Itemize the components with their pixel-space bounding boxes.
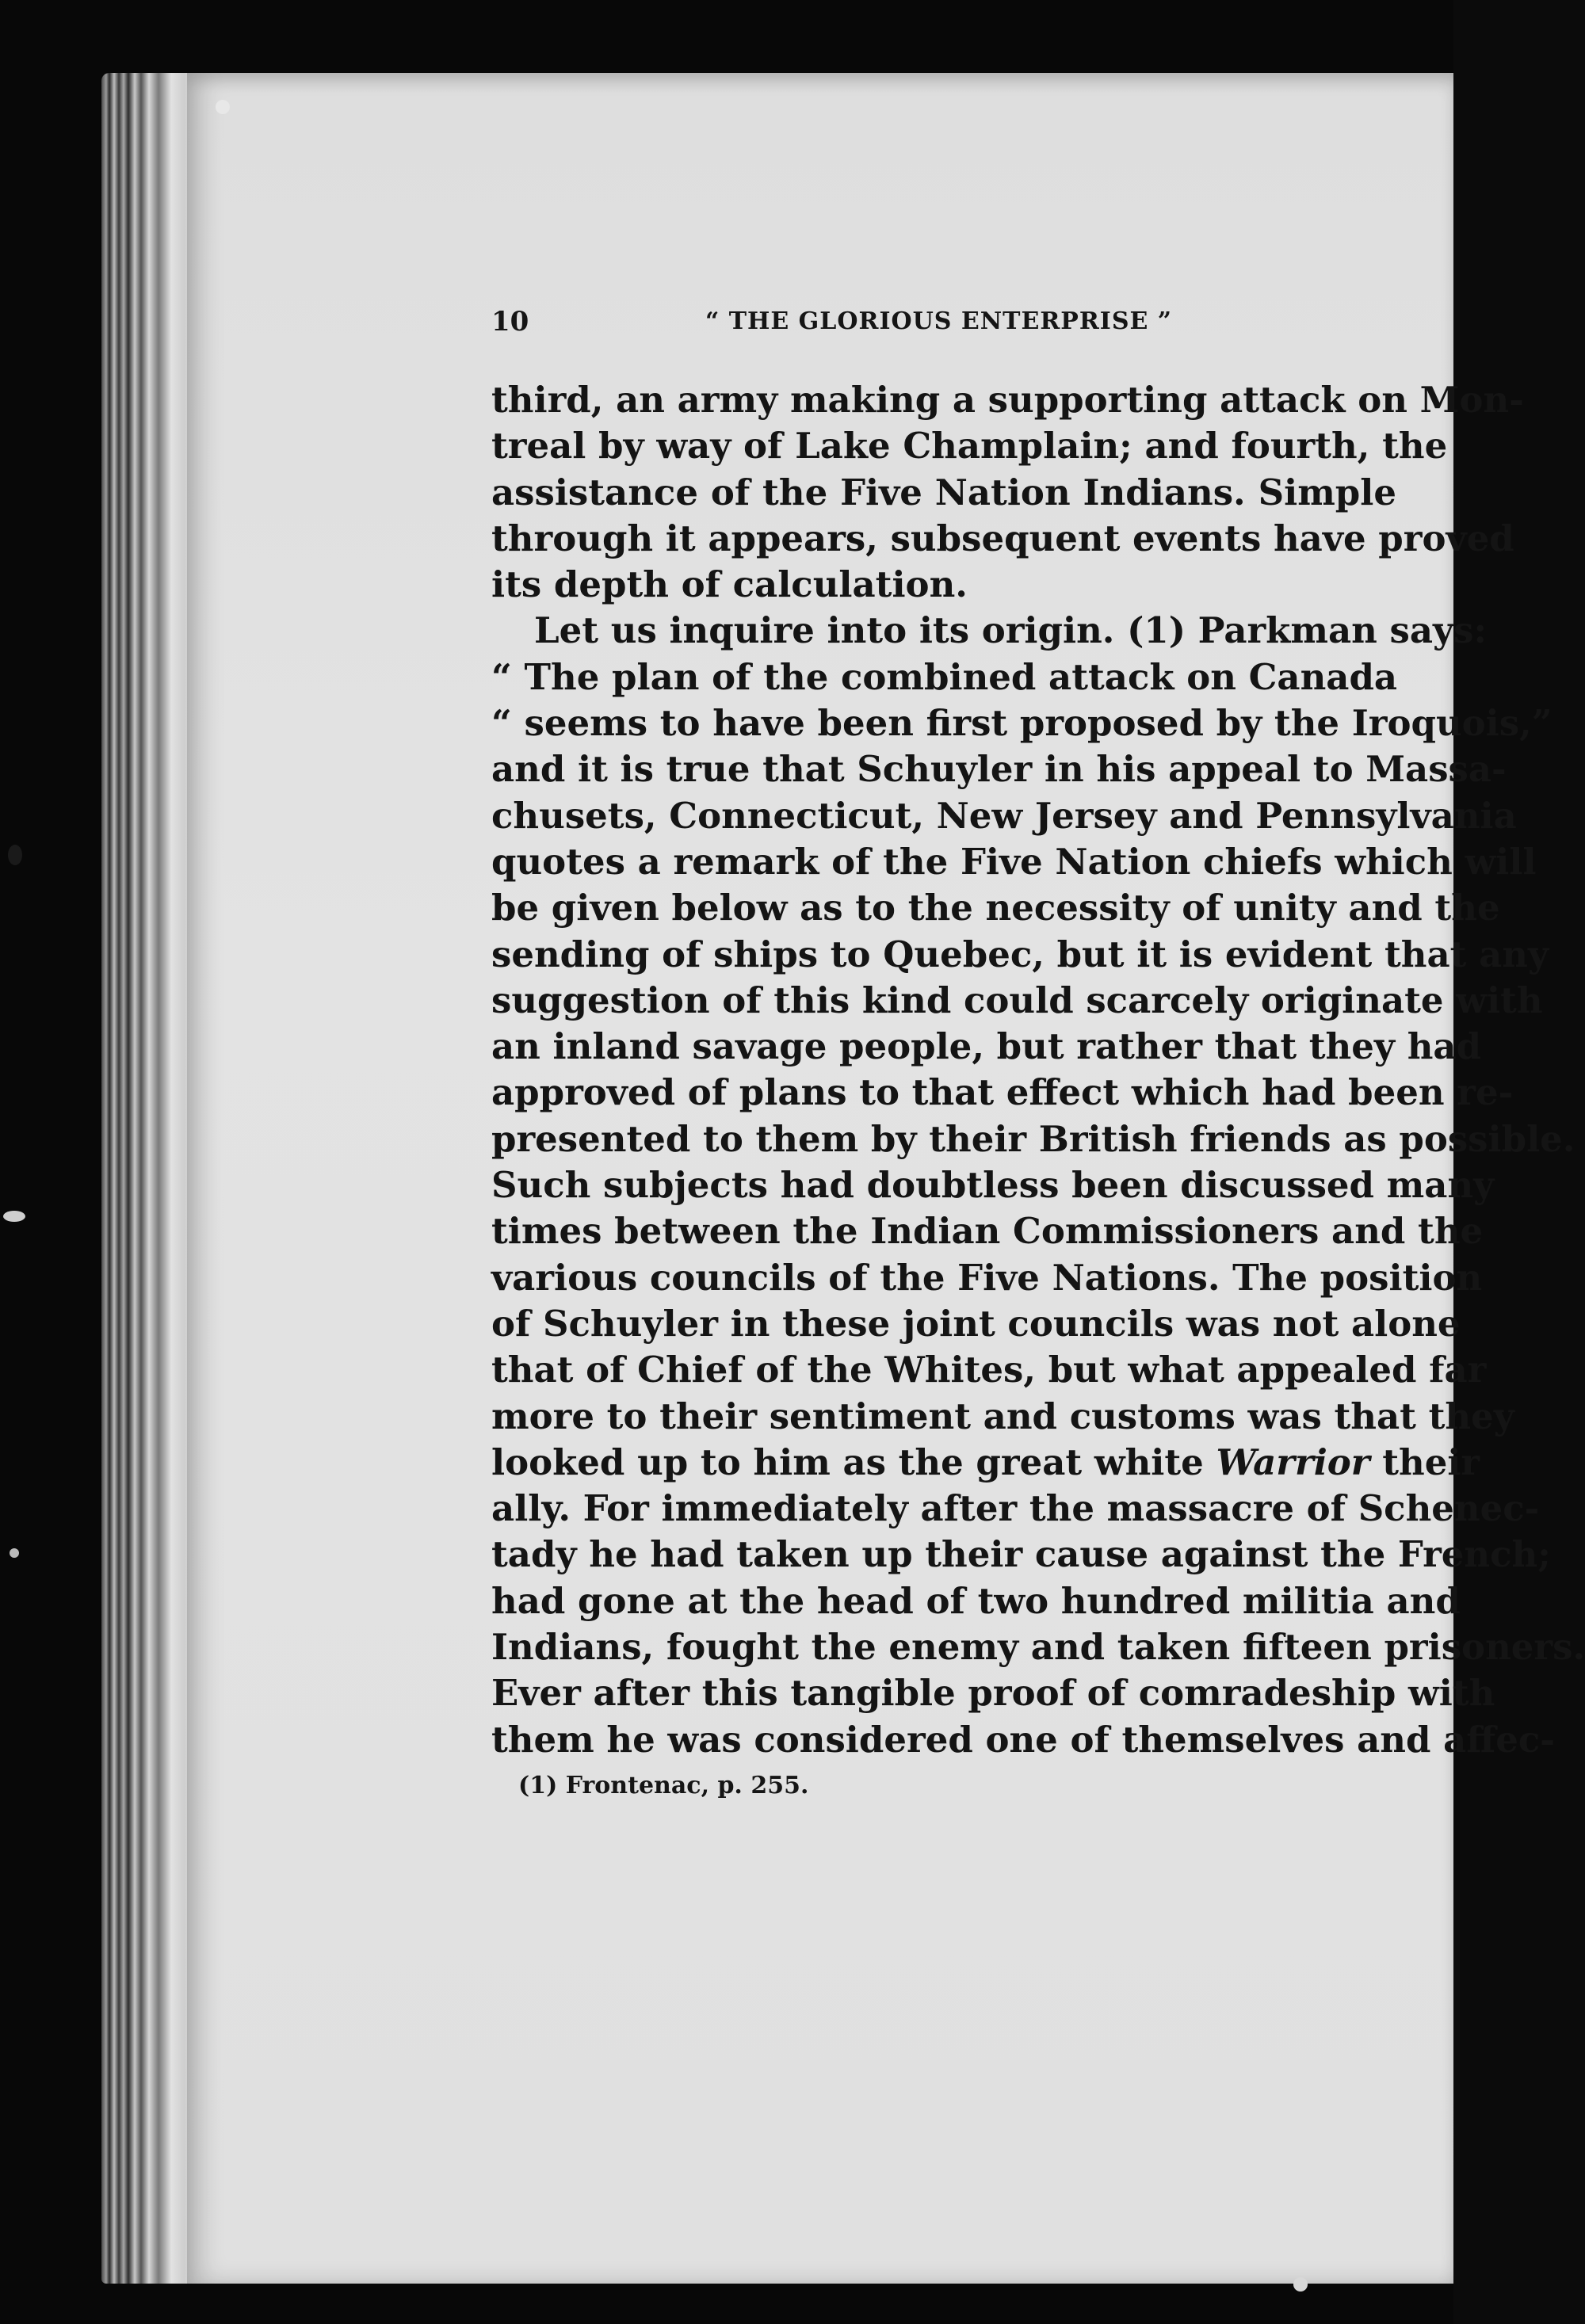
page-number: 10 xyxy=(491,306,529,338)
text-segment: their xyxy=(1382,1441,1480,1483)
text-line: of Schuyler in these joint councils was not alone xyxy=(491,1302,1461,1345)
running-head xyxy=(491,306,1395,345)
emphasis-text: Warrior xyxy=(1216,1441,1370,1483)
text-line: assistance of the Five Nation Indians. Simple xyxy=(491,471,1396,513)
text-line: through it appears, subsequent events have proved xyxy=(491,517,1514,559)
text-line: third, an army making a supporting attack on Mon- xyxy=(491,379,1524,421)
text-line: be given below as to the necessity of unity and the xyxy=(491,887,1500,929)
scan-speck xyxy=(1293,2277,1308,2292)
body-text xyxy=(491,377,1585,1763)
footnote: (1) Frontenac, p. 255. xyxy=(518,1772,809,1799)
scan-speck xyxy=(3,1211,25,1222)
text-line: Such subjects had doubtless been discussed many xyxy=(491,1164,1495,1207)
text-line: “ The plan of the combined attack on Canada xyxy=(491,655,1398,698)
scan-speck xyxy=(8,845,22,865)
text-line: suggestion of this kind could scarcely originate with xyxy=(491,979,1543,1021)
text-line: ally. For immediately after the massacre of Schenec- xyxy=(491,1487,1540,1530)
text-line: had gone at the head of two hundred militia and xyxy=(491,1579,1461,1622)
paragraph-start-line: Let us inquire into its origin. (1) Parkman says: xyxy=(534,609,1488,652)
text-line: treal by way of Lake Champlain; and fourth, the xyxy=(491,425,1448,467)
running-head-title: “ THE GLORIOUS ENTERPRISE ” xyxy=(705,307,1173,335)
text-line: an inland savage people, but rather that they had xyxy=(491,1025,1482,1068)
text-line: chusets, Connecticut, New Jersey and Pennsylvania xyxy=(491,794,1517,837)
text-line: presented to them by their British friends as possible. xyxy=(491,1117,1575,1160)
text-line: “ seems to have been first proposed by the Iroquois,” xyxy=(491,702,1553,745)
text-line: Ever after this tangible proof of comradeship with xyxy=(491,1672,1495,1715)
text-line: more to their sentiment and customs was that they xyxy=(491,1395,1514,1437)
scan-speck xyxy=(10,1548,19,1558)
text-line: and it is true that Schuyler in his appeal to Massa- xyxy=(491,748,1507,791)
text-line: times between the Indian Commissioners and the xyxy=(491,1210,1484,1253)
text-line: Indians, fought the enemy and taken fifteen prisoners. xyxy=(491,1626,1585,1669)
text-segment: looked up to him as the great white xyxy=(491,1441,1204,1483)
text-line: that of Chief of the Whites, but what appealed far xyxy=(491,1349,1487,1391)
text-line: approved of plans to that effect which had been re- xyxy=(491,1071,1514,1114)
book-page-edges xyxy=(101,73,197,2284)
scan-speck xyxy=(216,100,230,114)
text-line: tady he had taken up their cause against the French; xyxy=(491,1533,1551,1576)
text-line: its depth of calculation. xyxy=(491,563,968,606)
text-line: various councils of the Five Nations. The position xyxy=(491,1256,1483,1299)
text-line: sending of ships to Quebec, but it is evident that any xyxy=(491,933,1549,975)
text-line: them he was considered one of themselves and affec- xyxy=(491,1718,1555,1761)
text-line: quotes a remark of the Five Nation chiefs which will xyxy=(491,840,1537,883)
text-line-with-emphasis xyxy=(491,1440,1480,1486)
